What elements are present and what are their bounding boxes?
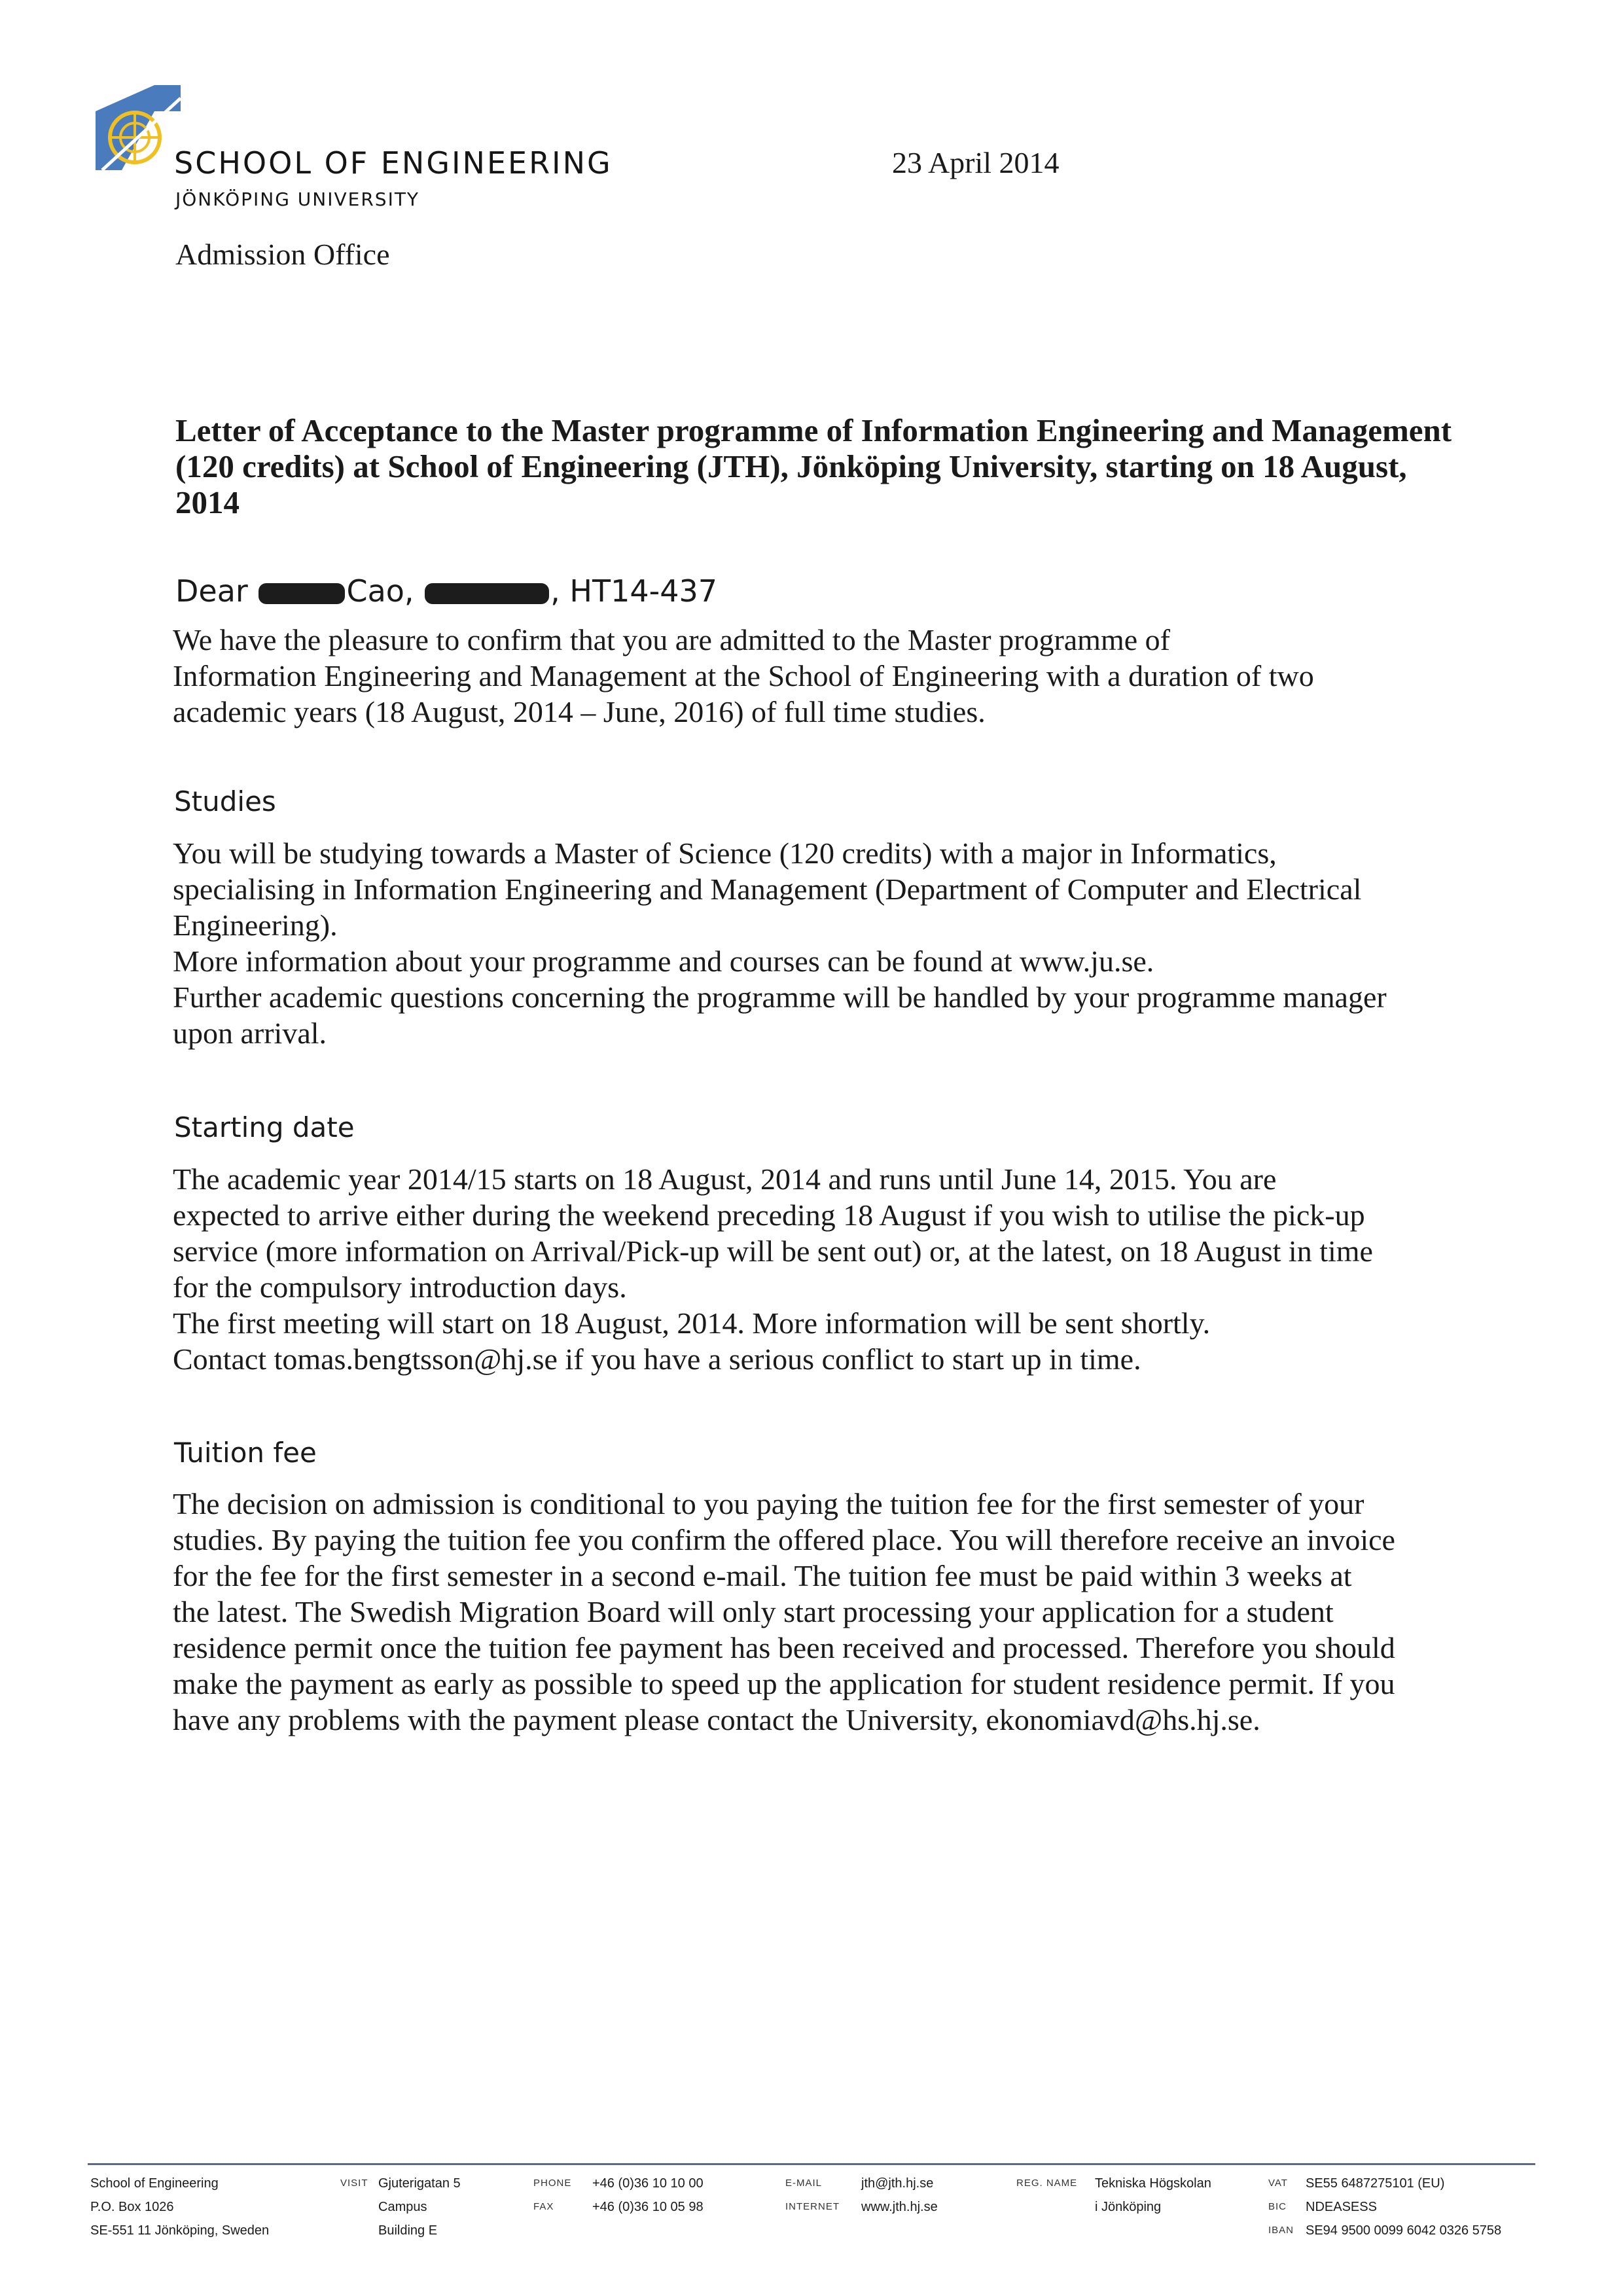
paragraph-line: More information about your programme and courses can be found at www.ju.se. xyxy=(173,944,1154,978)
salutation-surname: Cao, xyxy=(346,573,414,609)
intro-paragraph xyxy=(173,622,1482,730)
starting-date-heading: Starting date xyxy=(174,1111,355,1143)
footer-website-link[interactable]: www.jth.hj.se xyxy=(861,2200,938,2214)
footer-visit-line: Building E xyxy=(378,2223,438,2238)
salutation xyxy=(175,573,717,609)
university-name: JÖNKÖPING UNIVERSITY xyxy=(175,188,420,210)
footer-iban-label: IBAN xyxy=(1268,2225,1294,2236)
paragraph-line: for the fee for the first semester in a second e-mail. The tuition fee must be paid within 3 weeks at xyxy=(173,1559,1352,1592)
paragraph-line: have any problems with the payment please contact the University, ekonomiavd@hs.hj.se. xyxy=(173,1703,1260,1736)
footer-address xyxy=(90,2172,269,2242)
footer-email-link[interactable]: jth@jth.hj.se xyxy=(861,2176,934,2191)
paragraph-line: You will be studying towards a Master of Science (120 credits) with a major in Informatics, xyxy=(173,836,1277,870)
footer-fax: +46 (0)36 10 05 98 xyxy=(592,2200,704,2214)
paragraph-line: Contact tomas.bengtsson@hj.se if you have a serious conflict to start up in time. xyxy=(173,1342,1141,1376)
footer-phone[interactable]: +46 (0)36 10 10 00 xyxy=(592,2176,704,2191)
paragraph-line: We have the pleasure to confirm that you are admitted to the Master programme of xyxy=(173,623,1170,656)
footer-fax-label: FAX xyxy=(533,2201,554,2212)
paragraph-line: residence permit once the tuition fee payment has been received and processed. Therefore you should xyxy=(173,1631,1395,1664)
footer-reg-name xyxy=(1095,2172,1211,2219)
reference-number: , HT14-437 xyxy=(550,573,718,609)
footer-address-line: SE-551 11 Jönköping, Sweden xyxy=(90,2223,270,2238)
paragraph-line: service (more information on Arrival/Pick-up will be sent out) or, at the latest, on 18 August in time xyxy=(173,1234,1373,1268)
studies-heading: Studies xyxy=(174,785,276,817)
footer-bic: NDEASESS xyxy=(1306,2200,1377,2214)
redacted-identifier xyxy=(425,583,549,604)
paragraph-line: The first meeting will start on 18 August, 2014. More information will be sent shortly. xyxy=(173,1306,1211,1340)
tuition-paragraph xyxy=(173,1486,1482,1738)
studies-paragraph xyxy=(173,835,1482,1051)
footer-reg-line: Tekniska Högskolan xyxy=(1095,2176,1211,2191)
paragraph-line: make the payment as early as possible to speed up the application for student residence permit. If you xyxy=(173,1667,1395,1700)
letter-date: 23 April 2014 xyxy=(892,146,1060,179)
footer-reg-label: REG. NAME xyxy=(1016,2178,1078,2189)
footer-address-line: P.O. Box 1026 xyxy=(90,2200,174,2214)
school-name: SCHOOL OF ENGINEERING xyxy=(174,145,613,181)
university-logo xyxy=(82,85,181,183)
office-name: Admission Office xyxy=(175,238,390,271)
footer-iban: SE94 9500 0099 6042 0326 5758 xyxy=(1306,2223,1502,2238)
paragraph-line: The academic year 2014/15 starts on 18 August, 2014 and runs until June 14, 2015. You are xyxy=(173,1162,1277,1196)
subject-line: 2014 xyxy=(175,484,240,520)
paragraph-line: upon arrival. xyxy=(173,1016,327,1050)
paragraph-line: expected to arrive either during the weekend preceding 18 August if you wish to utilise the pick-up xyxy=(173,1198,1365,1232)
paragraph-line: the latest. The Swedish Migration Board will only start processing your application for a student xyxy=(173,1595,1334,1628)
footer-vat: SE55 6487275101 (EU) xyxy=(1306,2176,1445,2191)
paragraph-line: Further academic questions concerning the programme will be handled by your programme manager xyxy=(173,980,1387,1014)
footer-vat-label: VAT xyxy=(1268,2178,1288,2189)
letter-subject xyxy=(175,412,1484,520)
footer-bic-label: BIC xyxy=(1268,2201,1287,2212)
tuition-heading: Tuition fee xyxy=(174,1437,317,1469)
paragraph-line: Information Engineering and Management at the School of Engineering with a duration of two xyxy=(173,659,1314,692)
paragraph-line: Engineering). xyxy=(173,908,338,942)
footer-visit-label: VISIT xyxy=(340,2178,368,2189)
footer-visit-line: Gjuterigatan 5 xyxy=(378,2176,461,2191)
footer-divider xyxy=(88,2163,1535,2165)
paragraph-line: The decision on admission is conditional to you paying the tuition fee for the first semester of your xyxy=(173,1487,1364,1520)
paragraph-line: for the compulsory introduction days. xyxy=(173,1270,627,1304)
paragraph-line: academic years (18 August, 2014 – June, 2016) of full time studies. xyxy=(173,695,986,728)
salutation-dear: Dear xyxy=(175,573,248,609)
footer-email-label: E-MAIL xyxy=(785,2178,823,2189)
footer-phone-label: PHONE xyxy=(533,2178,572,2189)
footer-internet-label: INTERNET xyxy=(785,2201,840,2212)
redacted-first-name xyxy=(259,583,345,604)
subject-line: Letter of Acceptance to the Master programme of Information Engineering and Management xyxy=(175,412,1452,448)
starting-date-paragraph xyxy=(173,1161,1482,1377)
paragraph-line: specialising in Information Engineering and Management (Department of Computer and Electrical xyxy=(173,872,1362,906)
footer-visit-line: Campus xyxy=(378,2200,427,2214)
footer-reg-line: i Jönköping xyxy=(1095,2200,1162,2214)
paragraph-line: studies. By paying the tuition fee you confirm the offered place. You will therefore receive an invoice xyxy=(173,1523,1395,1556)
footer-visit xyxy=(378,2172,461,2242)
footer-address-line: School of Engineering xyxy=(90,2176,219,2191)
subject-line: (120 credits) at School of Engineering (JTH), Jönköping University, starting on 18 August, xyxy=(175,448,1407,484)
